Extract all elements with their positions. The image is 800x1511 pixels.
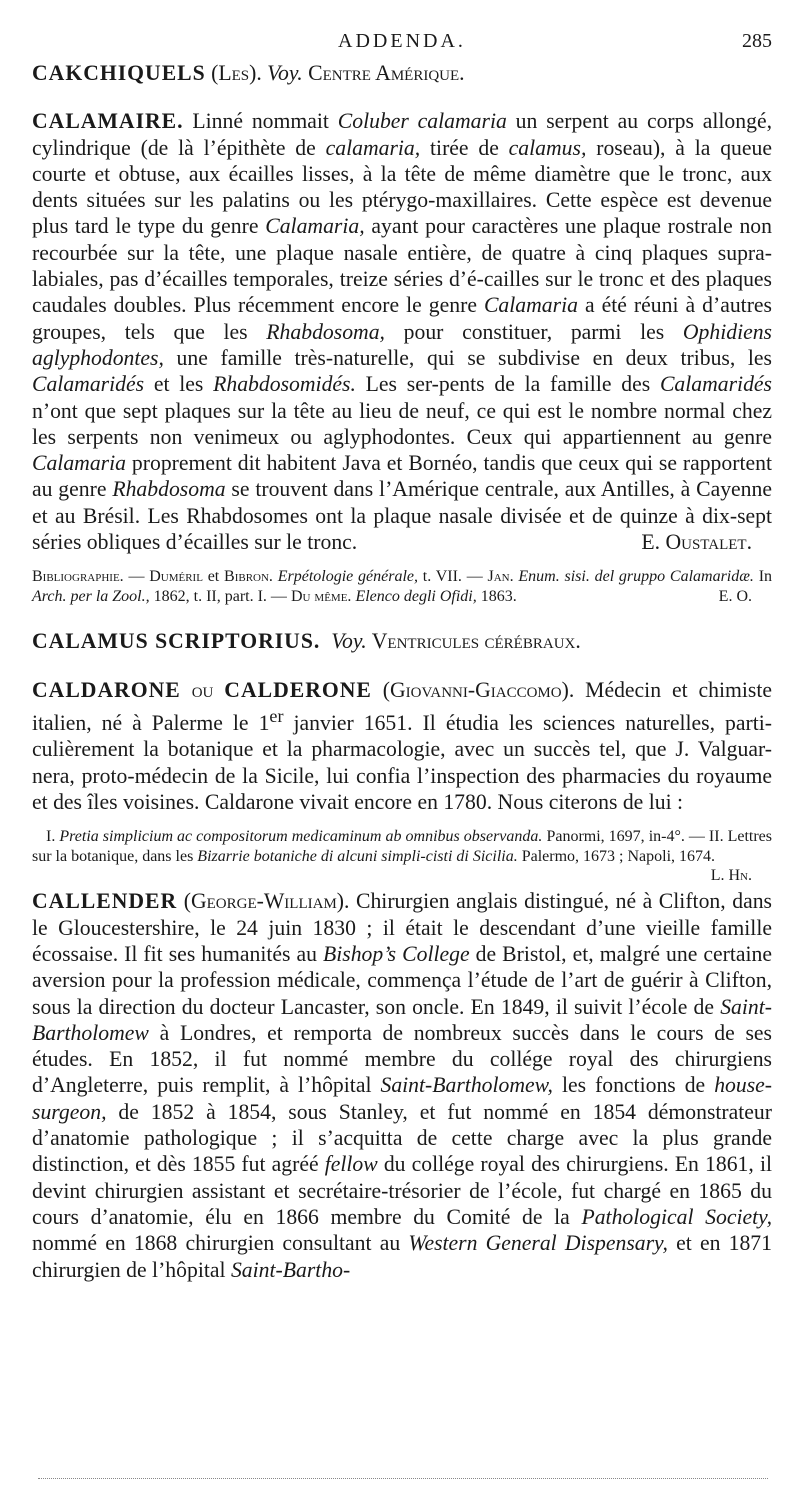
text-run: et bbox=[202, 568, 225, 586]
italic-term: Saint-Bartholomew, bbox=[380, 1073, 553, 1098]
text-run: de Bristol, et, malgré une certaine aversion pour la profession médicale, commença l’étude de l’art de guérir à Clifton, sous la direction du docteur Lancaster, son oncle. En 1849, il suivit l’école de bbox=[32, 941, 772, 1019]
work-title: Pretia simplicium ac compositorum medicaminum ab omnibus observanda. bbox=[59, 828, 543, 846]
text-run: 1862, t. II, part. I. — bbox=[149, 587, 291, 605]
entry-caldarone bbox=[32, 677, 772, 816]
see-also-target: Centre Amérique. bbox=[302, 61, 465, 85]
text-run: I. bbox=[46, 828, 60, 846]
italic-term: Saint-Bartholomew bbox=[32, 994, 772, 1045]
italic-term: calamaria, bbox=[325, 135, 421, 160]
bib-signature: E. O. bbox=[718, 587, 752, 605]
italic-term: Ophidiens aglyphodontes, bbox=[32, 319, 772, 370]
entry-calamus bbox=[32, 628, 772, 654]
text-run: Palermo, 1673 ; Napoli, 1674. bbox=[517, 847, 716, 865]
superscript: er bbox=[269, 705, 284, 726]
italic-term: calamus, bbox=[508, 135, 587, 160]
bib-label: Bibliographie. bbox=[32, 568, 124, 586]
running-title: ADDENDA. bbox=[338, 30, 466, 52]
see-also-voy: Voy. bbox=[331, 629, 367, 654]
italic-term: Bishop’s College bbox=[322, 941, 470, 966]
see-also-target: Ventricules cérébraux. bbox=[366, 629, 581, 654]
entry-head: CALAMUS SCRIPTORIUS. bbox=[32, 629, 321, 654]
see-also-voy: Voy. bbox=[267, 61, 303, 85]
text-run: une famille très-naturelle, qui se subdivise en deux tribus, les bbox=[163, 345, 772, 370]
running-header bbox=[32, 30, 772, 60]
work-title: Bizarrie botaniche di alcuni simpli-cisti di Sicilia. bbox=[197, 847, 518, 865]
bib-author: Duméril bbox=[149, 568, 203, 586]
text-run: ayant pour caractères une plaque rostrale non recourbée sur la tête, une plaque nasale entière, de quatre à cinq plaques supra-labiales, pas d’écailles temporales, treize séries d’é-cailles sur le tronc et des plaques caudales doubles. Plus récemment encore le genre bbox=[32, 214, 772, 318]
entry-paren: (George-William). bbox=[177, 889, 350, 914]
text-run: à Londres, et remporta de nombreux succès dans le cours de ses études. En 1852, il fut nommé membre du collége royal des chirurgiens d’Angleterre, puis remplit, à l’hôpital bbox=[32, 1020, 772, 1098]
text-run: du collége royal des chirurgiens. En 1861, il devint chirurgien assistant et secrétaire-trésorier de l’école, fut chargé en 1865 du cours d’anatomie, élu en 1866 membre du Comité de la bbox=[32, 1152, 772, 1229]
text-run: de 1852 à 1854, sous Stanley, et fut nommé en 1854 démonstrateur d’anatomie pathologique ; il s’acquitta de cette charge avec la plus grande distinction, et dès 1855 fut agréé bbox=[32, 1099, 772, 1177]
text-run: se trouvent dans l’Amérique centrale, aux Antilles, à Cayenne et au Brésil. Les Rhabdosomes ont la plaque nasale divisée et de quinze à dix-sept séries obliques d’écailles sur le tronc. bbox=[32, 477, 772, 555]
italic-term: Western General Dispensary, bbox=[408, 1231, 668, 1256]
entry-calamaire bbox=[32, 108, 772, 555]
text-run: Linné nommait bbox=[183, 109, 338, 134]
text-run: nommé en 1868 chirurgien consultant au bbox=[32, 1231, 409, 1256]
italic-term: fellow bbox=[324, 1152, 378, 1177]
italic-term: Rhabdosomidés. bbox=[213, 372, 356, 397]
entry-callender bbox=[32, 888, 772, 1282]
text-run: janvier 1651. Il étudia les sciences naturelles, parti-culièrement la botanique et la pharmacologie, avec un succès tel, que J. Valguar-nera, proto-médecin de la Sicile, lui confia l’inspection des pharmacies du royaume et des îles voisines. Caldarone vivait encore en 1780. Nous citerons de lui : bbox=[32, 711, 772, 815]
text-run: Les ser-pents de la famille des bbox=[355, 372, 660, 397]
text-run: — bbox=[123, 568, 150, 586]
entry-cakchiquels bbox=[32, 60, 772, 86]
text-run: et les bbox=[144, 372, 214, 397]
text-run: tirée de bbox=[420, 135, 509, 160]
text-run: a été réuni à d’autres groupes, tels que les bbox=[32, 293, 772, 344]
italic-term: house-surgeon, bbox=[32, 1073, 773, 1124]
italic-term: Rhabdosoma bbox=[112, 477, 226, 502]
bib-author: Bibron. bbox=[224, 568, 273, 586]
entry-head: CAKCHIQUELS bbox=[32, 61, 206, 85]
italic-term: Pathological Society, bbox=[581, 1204, 772, 1229]
text-run: In bbox=[753, 568, 773, 586]
entry-head-variant: CALDERONE bbox=[224, 677, 372, 702]
entry-paren: (Giovanni-Giaccomo). bbox=[371, 677, 575, 702]
text-run: proprement dit habitent Java et Bornéo, tandis que ceux qui se rapportent au genre bbox=[32, 451, 772, 502]
bib-title: Arch. per la Zool., bbox=[32, 587, 150, 605]
text-run: Médecin et chimiste italien, né à Palerme le 1 bbox=[32, 677, 772, 736]
italic-term: Calamaridés bbox=[32, 372, 145, 397]
bib-author: Jan. bbox=[487, 568, 514, 586]
author-signature: E. Oustalet. bbox=[641, 530, 752, 555]
italic-term: Calamaria bbox=[483, 293, 578, 318]
bib-title: Elenco degli Ofidi, bbox=[355, 587, 477, 605]
bib-title: Erpétologie générale, bbox=[277, 568, 419, 586]
bib-author: Du même. bbox=[290, 587, 352, 605]
page-number: 285 bbox=[742, 30, 772, 52]
bibliography-calamaire bbox=[32, 567, 772, 606]
text-run: et en 1871 chirurgien de l’hôpital bbox=[32, 1231, 772, 1282]
italic-term: Coluber calamaria bbox=[337, 109, 507, 134]
italic-term: Rhabdosoma, bbox=[266, 319, 385, 344]
entry-head: CALLENDER bbox=[32, 889, 178, 914]
text-run: t. VII. — bbox=[418, 568, 488, 586]
text-run: les fonctions de bbox=[552, 1073, 715, 1098]
bib-title: Enum. sisi. del gruppo Calamaridæ. bbox=[518, 568, 754, 586]
text-run: Chirurgien anglais distingué, né à Clifton, dans le Gloucestershire, le 24 juin 1830 ; il était le descendant d’une vieille famille écossaise. Il fit ses humanités au bbox=[32, 889, 772, 966]
author-signature: L. Hn. bbox=[710, 867, 752, 885]
italic-term: Saint-Bartho- bbox=[230, 1257, 351, 1282]
text-run: ou bbox=[180, 677, 225, 702]
text-run: n’ont que sept plaques sur la tête au lieu de neuf, ce qui est le nombre normal chez les serpents non venimeux ou aglyphodontes. Ceux qui appartiennent au genre bbox=[32, 398, 772, 449]
entry-paren: (Les). bbox=[205, 61, 268, 85]
bottom-rule bbox=[38, 1478, 768, 1479]
text-run: roseau), à la queue courte et obtuse, aux écailles lisses, à la tête de même diamètre que le tronc, aux dents situées sur les palatins ou les ptérygo-maxillaires. Cette espèce est devenue plus tard le type du genre bbox=[32, 135, 772, 239]
text-run: un serpent au corps allongé, cylindrique (de là l’épithète de bbox=[32, 109, 772, 160]
entry-head: CALAMAIRE. bbox=[32, 109, 184, 134]
text-run: pour constituer, parmi les bbox=[384, 319, 683, 344]
text-run: Panormi, 1697, in-4°. — II. Lettres sur la botanique, dans les bbox=[32, 828, 773, 865]
page-body bbox=[32, 60, 772, 1283]
italic-term: Calamaria bbox=[32, 451, 126, 476]
entry-head: CALDARONE bbox=[32, 677, 181, 702]
text-run: 1863. bbox=[476, 587, 517, 605]
italic-term: Calamaria, bbox=[265, 214, 365, 239]
italic-term: Calamaridés bbox=[659, 372, 772, 397]
works-caldarone bbox=[32, 827, 773, 885]
